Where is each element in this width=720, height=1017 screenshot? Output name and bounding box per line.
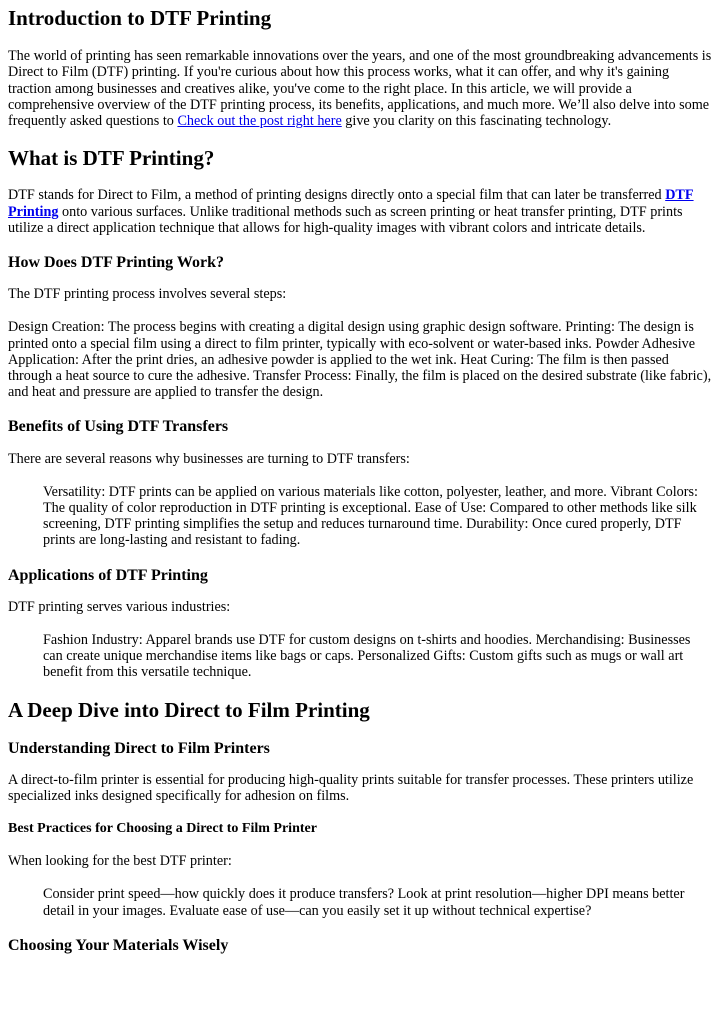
intro-text-after-link: give you clarity on this fascinating technology. (341, 113, 612, 129)
best-practices-heading: Best Practices for Choosing a Direct to Film Printer (8, 821, 317, 837)
best-practices-intro: When looking for the best DTF printer: (8, 853, 232, 870)
deep-dive-heading: A Deep Dive into Direct to Film Printing (8, 697, 370, 722)
what-is-text-before-link: DTF stands for Direct to Film, a method of printing designs directly onto a special film that can later be transferred (8, 187, 666, 204)
printers-paragraph: A direct-to-film printer is essential for producing high-quality prints suitable for transfer processes. These printers utilize specialized inks designed specifically for adhesion on films. (8, 771, 694, 805)
dtf-printing-link[interactable]: DTF Printing (8, 187, 694, 220)
what-is-heading: What is DTF Printing? (8, 146, 215, 171)
intro-heading: Introduction to DTF Printing (8, 6, 272, 30)
applications-heading: Applications of DTF Printing (8, 566, 208, 584)
what-is-paragraph (8, 187, 712, 236)
printers-heading: Understanding Direct to Film Printers (8, 739, 270, 757)
materials-heading: Choosing Your Materials Wisely (8, 936, 229, 954)
intro-paragraph (8, 48, 712, 129)
intro-text-before-link: The world of printing has seen remarkable innovations over the years, and one of the most groundbreaking advancements is Direct to Film (DTF) printing. If you're curious about how this process works, what it can offer, and why it's gaining traction among businesses and creatives alike, you've come to the right place. In this article, we will provide a comprehensive overview of the DTF printing process, its benefits, applications, and much more. We’ll also delve into some frequently asked questions to (8, 48, 712, 129)
check-out-post-link[interactable]: Check out the post right here (177, 113, 342, 129)
how-it-works-steps: Design Creation: The process begins with creating a digital design using graphic design software. Printing: The design is printed onto a special film using a direct to film printer, typically with eco-solvent or water-based inks. Powder Adhesive Application: After the print dries, an adhesive powder is applied to the wet ink. Heat Curing: The film is then passed through a heat source to cure the adhesive. Transfer Process: Finally, the film is placed on the desired substrate (like fabric), and heat and pressure are applied to transfer the design. (8, 319, 712, 401)
how-it-works-intro: The DTF printing process involves several steps: (8, 286, 287, 303)
what-is-text-after-link: onto various surfaces. Unlike traditional methods such as screen printing or heat transfer printing, DTF prints utilize a direct application technique that allows for high-quality images with vibrant colors and intricate details. (8, 203, 683, 236)
how-it-works-heading: How Does DTF Printing Work? (8, 254, 225, 271)
best-practices-list: Consider print speed—how quickly does it produce transfers? Look at print resolution—higher DPI means better detail in your images. Evaluate ease of use—can you easily set it up without technical expertise? (43, 886, 685, 919)
benefits-list: Versatility: DTF prints can be applied on various materials like cotton, polyester, leather, and more. Vibrant Colors: The quality of color reproduction in DTF printing is exceptional. Ease of Use: Compared to other methods like silk screening, DTF printing simplifies the setup and reduces turnaround time. Durability: Once cured properly, DTF prints are long-lasting and resistant to fading. (43, 483, 698, 549)
applications-intro: DTF printing serves various industries: (8, 598, 231, 615)
benefits-intro: There are several reasons why businesses are turning to DTF transfers: (8, 450, 410, 467)
applications-list: Fashion Industry: Apparel brands use DTF for custom designs on t-shirts and hoodies. Merchandising: Businesses can create unique merchandise items like bags or caps. Personalized Gifts: Custom gifts such as mugs or wall art benefit from this versatile technique. (43, 632, 691, 681)
benefits-heading: Benefits of Using DTF Transfers (8, 418, 229, 436)
